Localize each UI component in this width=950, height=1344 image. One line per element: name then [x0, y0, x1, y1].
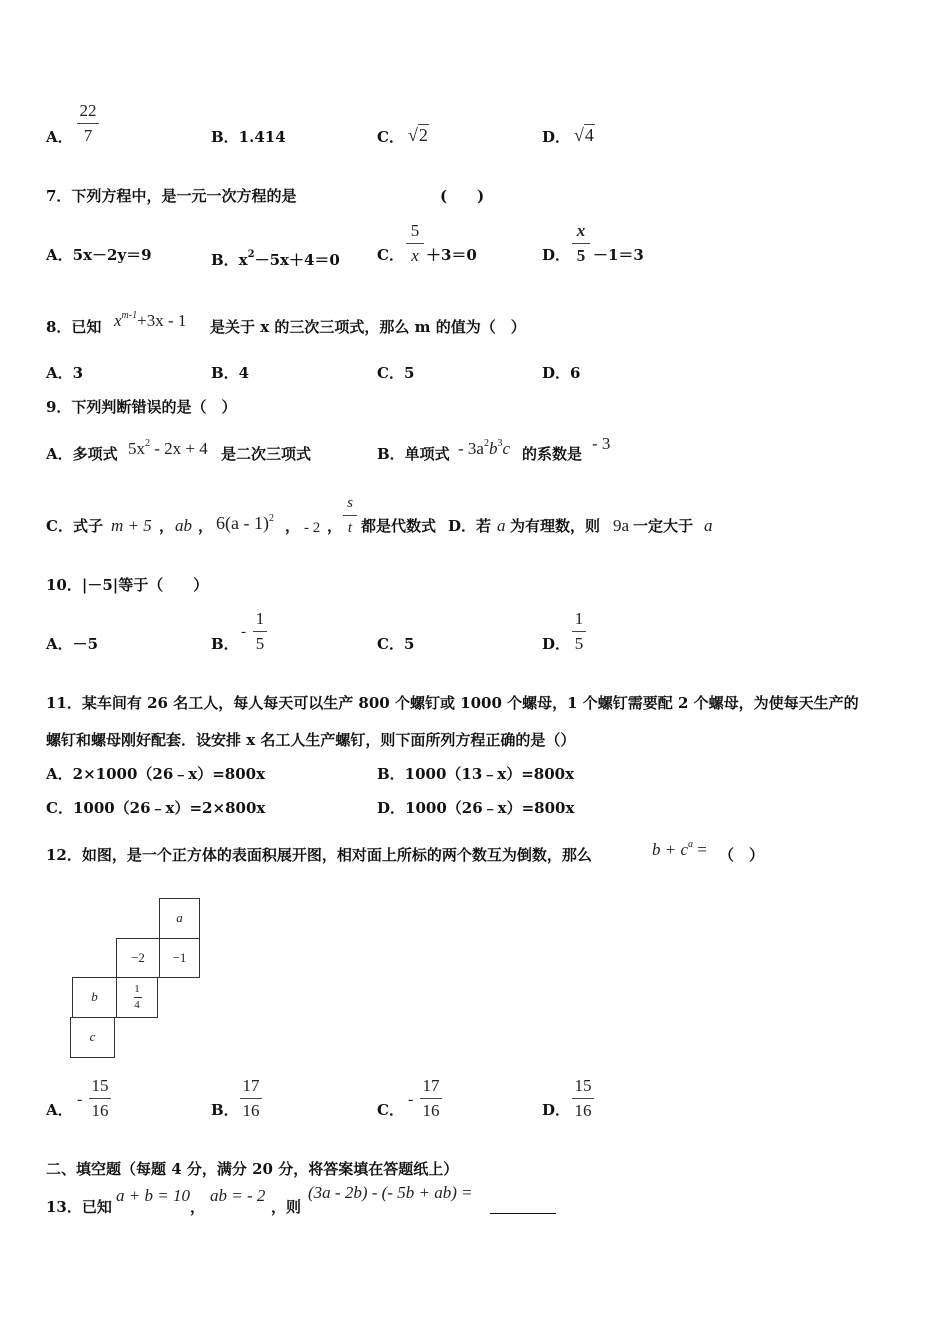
q9-c-sep-2: ， [198, 517, 214, 535]
q9-option-a-expression [128, 434, 208, 459]
q9-option-b-value: - 3 [592, 434, 611, 453]
q12-option-c-label: C． [377, 1101, 404, 1119]
q7-b-rest: －5x＋4＝0 [254, 251, 340, 269]
q12-expression [652, 835, 707, 860]
denominator: t [347, 520, 353, 536]
q13-expr-3: (3a - 2b) - (- 5b + ab) = [308, 1183, 473, 1202]
numerator: 1 [574, 609, 584, 628]
net-quarter-num: 1 [134, 983, 140, 995]
q12-option-b-label: B． [211, 1101, 239, 1119]
denominator: 16 [242, 1101, 260, 1120]
q6-option-d-label: D． [542, 128, 571, 146]
net-cell-b: b [72, 977, 117, 1018]
q7-option-d-label: D． [542, 246, 571, 264]
denominator: x [411, 246, 419, 265]
q13-expr-2: ab = - 2 [210, 1186, 266, 1205]
q12-expr-pre: b + c [652, 840, 689, 859]
q12-expr-post: = [693, 840, 707, 859]
q7-option-c-rest: ＋3＝0 [426, 246, 477, 264]
q6-option-a-fraction [77, 101, 99, 146]
q12-option-c-sign: - [408, 1091, 414, 1108]
q6-option-a-label: A． [46, 128, 73, 146]
radicand: 4 [584, 125, 594, 145]
q9-d-expr: 9a [613, 516, 630, 535]
q7-option-c-label: C． [377, 246, 404, 264]
denominator: 5 [574, 634, 584, 653]
q6-option-d-sqrt: √4 [574, 125, 594, 145]
q9-c-fraction [343, 493, 357, 538]
q13-pre: 13．已知 [46, 1198, 112, 1216]
denominator: 16 [91, 1101, 109, 1120]
q6-option-c-label: C． [377, 128, 404, 146]
q7-stem: 7．下列方程中，是一元一次方程的是 [46, 187, 297, 205]
q10-option-d-fraction [572, 609, 586, 654]
q10-option-c: C．5 [377, 635, 415, 653]
numerator: 5 [410, 221, 420, 240]
q11-option-d: D．1000（26﹣x）=800x [377, 799, 575, 817]
q9-option-b-label: B．单项式 [377, 445, 450, 463]
q9-b-expr-post: c [502, 439, 511, 458]
numerator: s [347, 495, 353, 511]
net-quarter-den: 4 [134, 999, 140, 1011]
q10-option-b-fraction [253, 609, 267, 654]
q12-stem: 12．如图，是一个正方体的表面积展开图，相对面上所标的两个数互为倒数，那么 [46, 846, 592, 864]
denominator: 16 [422, 1101, 440, 1120]
q8-option-b: B．4 [211, 364, 250, 382]
q9-c-expr-2: ab [175, 516, 192, 535]
q9-c-expr-3-base: 6(a - 1) [216, 513, 269, 533]
numerator: 17 [422, 1076, 440, 1095]
q7-option-c-fraction [406, 221, 424, 266]
q8-option-d: D．6 [542, 364, 581, 382]
q9-option-d-label: D．若 [448, 517, 492, 535]
q11-option-c: C．1000（26﹣x）=2×800x [46, 799, 266, 817]
numerator: 17 [242, 1076, 260, 1095]
q13-answer-blank[interactable] [490, 1213, 556, 1214]
q9-c-expr-4: - 2 [304, 520, 321, 536]
q7-b-label: B．x [211, 251, 248, 269]
denominator: 5 [576, 246, 586, 265]
q9-option-a-label: A．多项式 [46, 445, 118, 463]
numerator: 22 [79, 101, 97, 120]
q12-answer-paren: （ ） [719, 846, 765, 864]
q8-option-c: C．5 [377, 364, 415, 382]
q13-mid: ，则 [271, 1198, 302, 1216]
q7-option-d-fraction [572, 221, 590, 266]
net-cell-neg1: −1 [159, 938, 200, 978]
q13-sep: ， [190, 1198, 206, 1216]
q10-option-a: A．－5 [46, 635, 99, 653]
q9-b-expr-exp1: 2 [483, 438, 489, 449]
q9-a-expr-post: - 2x + 4 [150, 439, 208, 458]
denominator: 5 [255, 634, 265, 653]
q7-b-exponent: 2 [247, 249, 255, 260]
net-cell-c: c [70, 1017, 115, 1058]
section-2-title: 二、填空题（每题 4 分，满分 20 分，将答案填在答题纸上） [46, 1160, 459, 1178]
q9-c-post: 都是代数式 [361, 517, 437, 535]
q9-c-sep-3: ， [285, 517, 301, 535]
q10-option-b-sign: - [241, 624, 246, 640]
q12-option-a-sign: - [77, 1091, 83, 1108]
q10-option-b-label: B． [211, 635, 239, 653]
numerator: 1 [255, 609, 265, 628]
q8-stem-pre: 8．已知 [46, 318, 102, 336]
radicand: 2 [418, 125, 428, 145]
q9-c-sep-1: ， [159, 517, 175, 535]
q9-option-c-label: C．式子 [46, 517, 103, 535]
q9-option-a-post: 是二次三项式 [221, 445, 312, 463]
q11-stem-line-1: 11．某车间有 26 名工人，每人每天可以生产 800 个螺钉或 1000 个螺母，1 个螺钉需要配 2 个螺母，为使每天生产的 [46, 694, 859, 712]
q13-expr-1: a + b = 10 [116, 1186, 190, 1205]
q11-option-b: B．1000（13﹣x）=800x [377, 765, 575, 783]
q9-a-expr-pre: 5x [128, 439, 145, 458]
q9-b-expr-mid: b [488, 439, 498, 458]
q12-option-b-fraction [240, 1076, 262, 1121]
q11-option-a: A．2×1000（26﹣x）=800x [46, 765, 266, 783]
q9-a-expr-exp: 2 [145, 438, 150, 449]
net-cell-a: a [159, 898, 200, 939]
q9-c-expr-3-exp: 2 [268, 513, 274, 524]
net-cell-neg2: −2 [116, 938, 160, 978]
q12-option-a-label: A． [46, 1101, 73, 1119]
q10-option-d-label: D． [542, 635, 571, 653]
q12-option-a-fraction [89, 1076, 111, 1121]
q6-option-c-sqrt: √2 [408, 125, 428, 145]
q8-option-a: A．3 [46, 364, 84, 382]
numerator: x [576, 221, 586, 240]
q8-stem-post: 是关于 x 的三次三项式，那么 m 的值为（ ） [210, 318, 526, 336]
denominator: 16 [574, 1101, 592, 1120]
q9-d-post: 一定大于 [633, 517, 694, 535]
q8-expression [114, 306, 186, 331]
q10-stem: 10．|－5|等于（ ） [46, 576, 209, 594]
q9-option-b-post: 的系数是 [522, 445, 583, 463]
q9-b-expr-pre: - 3a [458, 439, 484, 458]
q9-d-var: a [497, 516, 506, 535]
q9-c-expr-1: m + 5 [111, 516, 152, 535]
q6-option-b: B．1.414 [211, 128, 286, 146]
q9-d-mid: 为有理数，则 [510, 517, 601, 535]
denominator: 7 [83, 126, 93, 145]
net-cell-quarter [116, 977, 158, 1018]
q12-option-c-fraction [420, 1076, 442, 1121]
q12-option-d-fraction [572, 1076, 594, 1121]
q9-option-b-expression [458, 434, 510, 459]
q9-stem: 9．下列判断错误的是（ ） [46, 398, 237, 416]
q11-stem-line-2: 螺钉和螺母刚好配套．设安排 x 名工人生产螺钉，则下面所列方程正确的是（） [46, 731, 576, 749]
q12-option-d-label: D． [542, 1101, 571, 1119]
q9-c-sep-4: ， [327, 517, 343, 535]
q7-answer-paren: ( ) [440, 187, 485, 205]
q7-option-d-rest: －1＝3 [593, 246, 644, 264]
q9-c-expr-3 [216, 509, 274, 533]
numerator: 15 [91, 1076, 109, 1095]
q8-expr-base: x [114, 311, 122, 330]
q9-d-var2: a [704, 516, 713, 535]
q8-expr-exponent: m-1 [121, 310, 138, 321]
q9-b-expr-exp2: 3 [497, 438, 503, 449]
q8-expr-rest: +3x - 1 [137, 311, 187, 330]
q7-option-a: A．5x－2y＝9 [46, 246, 152, 264]
q12-expr-exp: a [688, 839, 694, 850]
q7-option-b [211, 246, 340, 269]
numerator: 15 [574, 1076, 592, 1095]
